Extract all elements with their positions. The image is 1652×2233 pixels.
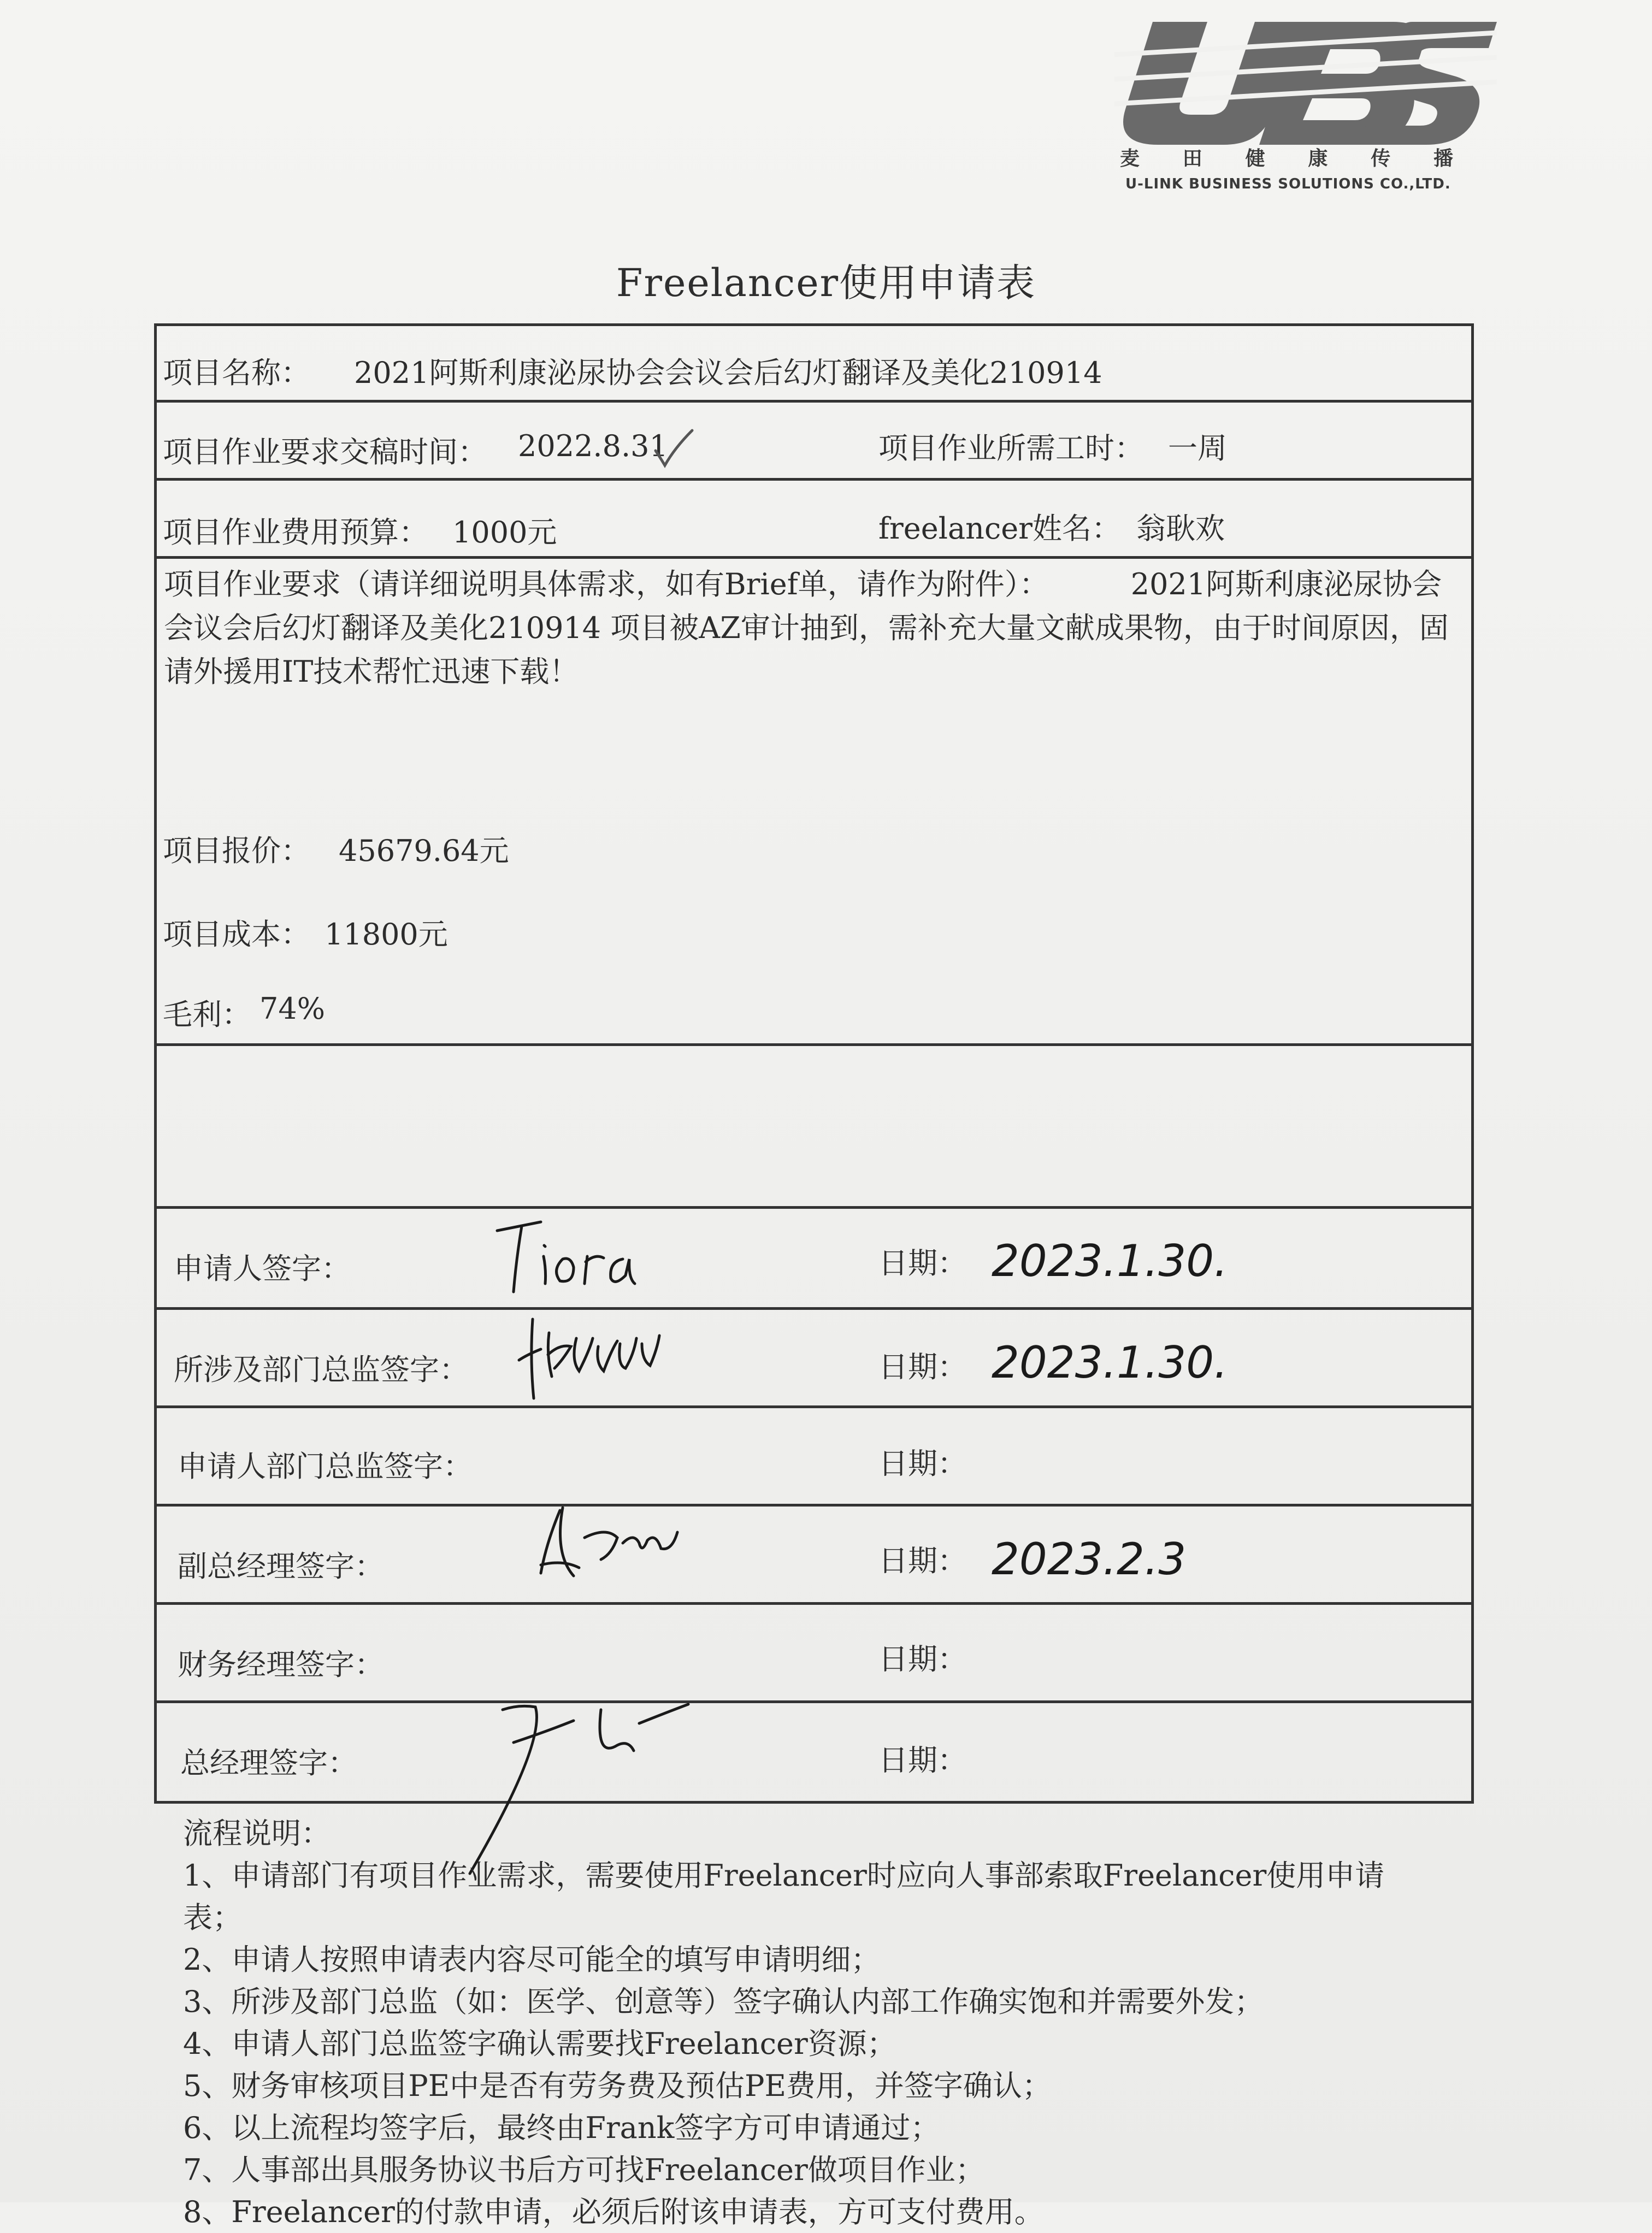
- form-title: Freelancer使用申请表: [616, 261, 1036, 305]
- logo-english-name: U-LINK BUSINESS SOLUTIONS CO.,LTD.: [1125, 176, 1451, 192]
- process-step: 2、申请人按照申请表内容尽可能全的填写申请明细；: [183, 1942, 881, 1977]
- process-step: 1、申请部门有项目作业需求，需要使用Freelancer时应向人事部索取Freelancer使用申请表；: [183, 1858, 1385, 1935]
- deputy-gm-date: 2023.2.3: [992, 1534, 1187, 1585]
- finance-manager-signature-label: 财务经理签字：: [178, 1647, 384, 1682]
- hours-value: 一周: [1168, 431, 1227, 465]
- budget-value: 1000元: [452, 515, 557, 550]
- margin-value: 74%: [259, 991, 326, 1026]
- department-director-signature-label: 所涉及部门总监签字：: [174, 1352, 469, 1387]
- general-manager-signature-label: 总经理签字：: [180, 1746, 357, 1780]
- process-step: 7、人事部出具服务协议书后方可找Freelancer做项目作业；: [183, 2153, 985, 2187]
- process-step: 8、Freelancer的付款申请，必须后附该申请表，方可支付费用。: [183, 2195, 1044, 2229]
- process-step: 3、所涉及部门总监（如：医学、创意等）签字确认内部工作确实饱和并需要外发；: [183, 1984, 1264, 2019]
- project-name-value: 2021阿斯利康泌尿协会会议会后幻灯翻译及美化210914: [354, 356, 1102, 390]
- process-step: 4、申请人部门总监签字确认需要找Freelancer资源；: [183, 2027, 896, 2061]
- logo-chinese-name: 麦 田 健 康 传 播: [1120, 147, 1453, 170]
- department-director-date: 2023.1.30.: [992, 1337, 1228, 1388]
- cost-label: 项目成本：: [163, 917, 310, 952]
- quote-value: 45679.64元: [339, 834, 509, 868]
- requirements-text: [164, 563, 1459, 694]
- finance-manager-date-label: 日期：: [878, 1642, 967, 1676]
- applicant-date: 2023.1.30.: [992, 1236, 1228, 1286]
- deputy-gm-signature-label: 副总经理签字：: [178, 1549, 384, 1584]
- freelancer-name-value: 翁耿欢: [1136, 511, 1225, 546]
- budget-label: 项目作业费用预算：: [163, 515, 428, 550]
- quote-label: 项目报价：: [163, 834, 310, 868]
- company-logo: [1114, 22, 1497, 202]
- applicant-date-label: 日期：: [878, 1246, 967, 1280]
- deadline-value: 2022.8.31: [518, 429, 668, 463]
- requirements-label: 项目作业要求（请详细说明具体需求，如有Brief单，请作为附件）：: [164, 567, 1049, 601]
- department-director-signature: [516, 1316, 680, 1404]
- process-notes: [183, 1812, 1494, 2233]
- applicant-director-signature-label: 申请人部门总监签字：: [178, 1449, 473, 1484]
- check-mark-icon: [653, 426, 697, 470]
- applicant-signature-label: 申请人签字：: [174, 1251, 351, 1286]
- applicant-director-date-label: 日期：: [878, 1446, 967, 1481]
- project-name-label: 项目名称：: [163, 356, 310, 390]
- hours-label: 项目作业所需工时：: [878, 431, 1144, 465]
- general-manager-date-label: 日期：: [878, 1743, 967, 1777]
- deputy-gm-signature: [530, 1499, 699, 1587]
- process-heading: 流程说明：: [183, 1816, 331, 1851]
- applicant-signature: [492, 1215, 645, 1297]
- deadline-label: 项目作业要求交稿时间：: [163, 435, 487, 469]
- freelancer-name-label: freelancer姓名：: [878, 511, 1121, 546]
- department-director-date-label: 日期：: [878, 1350, 967, 1384]
- process-step: 6、以上流程均签字后，最终由Frank签字方可申请通过；: [183, 2111, 940, 2145]
- cost-value: 11800元: [324, 917, 448, 952]
- deputy-gm-date-label: 日期：: [878, 1544, 967, 1578]
- margin-label: 毛利：: [163, 997, 251, 1032]
- process-step: 5、财务审核项目PE中是否有劳务费及预估PE费用，并签字确认；: [183, 2069, 1052, 2103]
- requirements-value: 2021阿斯利康泌尿协会会议会后幻灯翻译及美化210914 项目被AZ审计抽到，需补充大量文献成果物，由于时间原因，固请外援用IT技术帮忙迅速下载！: [164, 567, 1449, 689]
